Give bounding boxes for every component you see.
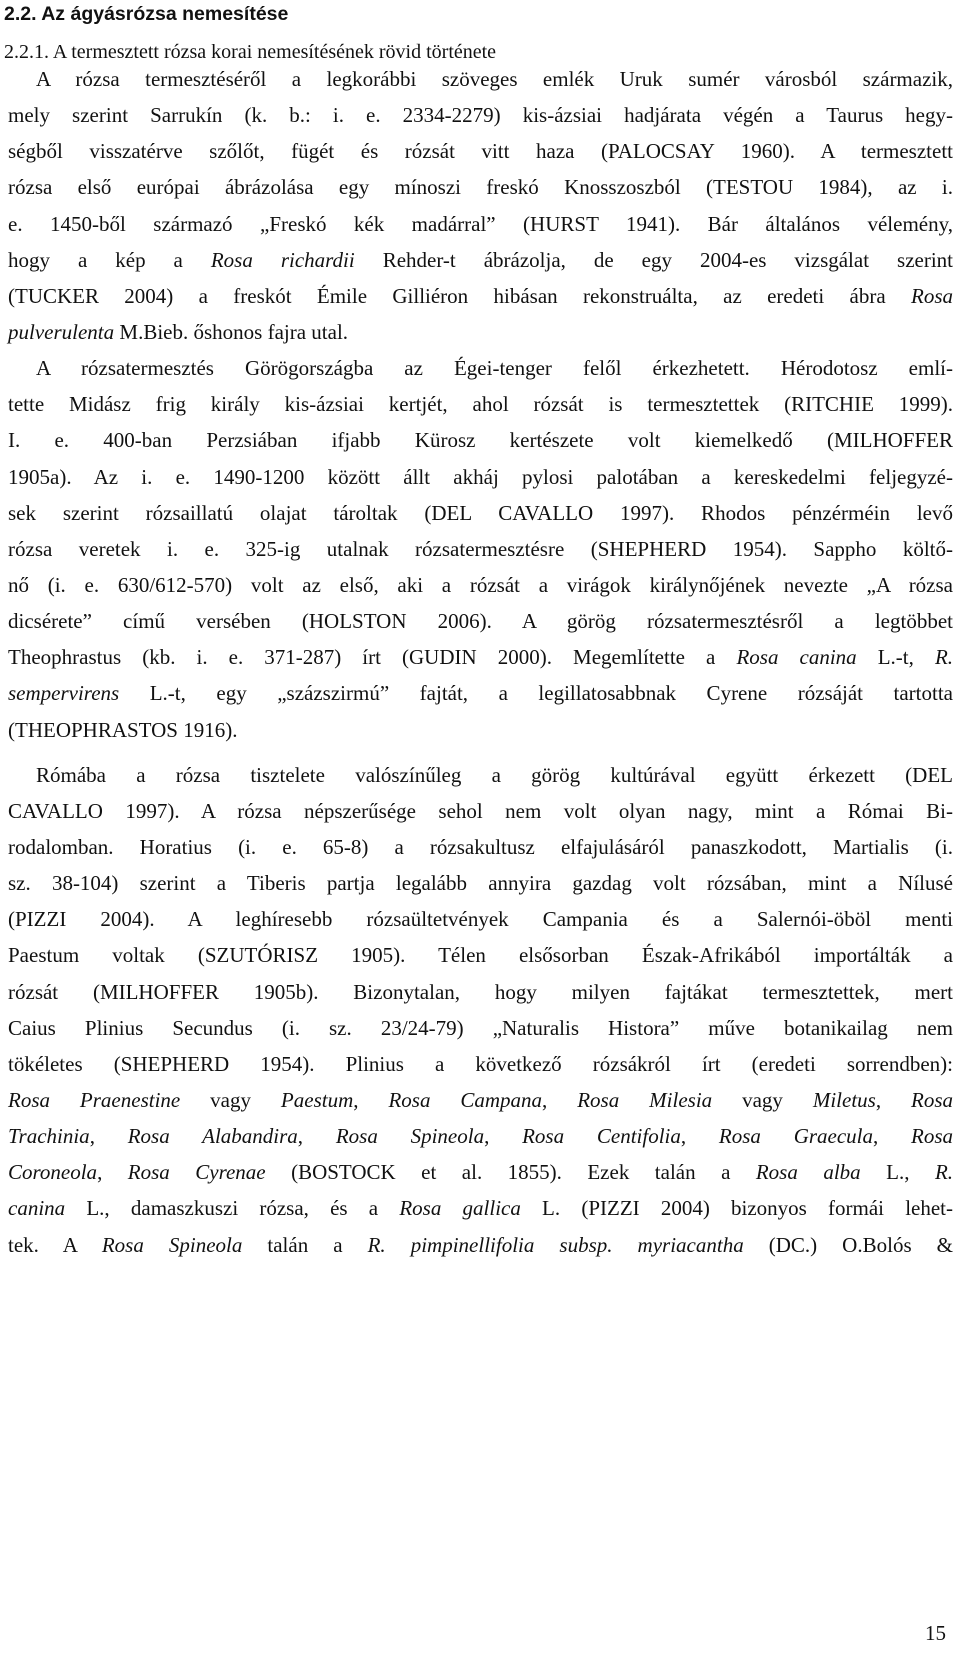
- text-line: CAVALLO 1997). A rózsa népszerűsége sehol nem volt olyan nagy, mint a Római Bi-: [8, 798, 953, 823]
- text-line: tökéletes (SHEPHERD 1954). Plinius a következő rózsákról írt (eredeti sorrendben):: [8, 1051, 953, 1076]
- species-name: Rosa Centifolia: [522, 1124, 681, 1149]
- page-number: 15: [925, 1621, 946, 1645]
- text-line: tette Midász frig király kis-ázsiai kertjét, ahol rózsát is termesztettek (RITCHIE 1999).: [8, 392, 953, 417]
- text-line: A rózsa termesztéséről a legkorábbi szöveges emlék Uruk sumér városból származik,: [36, 67, 953, 91]
- species-name: Rosa: [911, 1124, 954, 1149]
- text-line: (PIZZI 2004). A leghíresebb rózsaültetvények Campania és a Salernói-öböl menti: [8, 907, 953, 932]
- species-name: Rosa canina: [736, 645, 857, 670]
- species-name: canina: [8, 1196, 66, 1221]
- species-name: sempervirens: [8, 681, 120, 706]
- text-line: sempervirens L.-t, egy „százszirmú” fajtát, a legillatosabbnak Cyrene rózsáját tartotta: [8, 681, 953, 706]
- text-line: Caius Plinius Secundus (i. sz. 23/24-79) „Naturalis Histora” műve botanikailag nem: [8, 1015, 953, 1040]
- species-name: Rosa gallica: [399, 1196, 521, 1221]
- species-name: Rosa alba: [755, 1160, 861, 1185]
- species-name: Rosa Spineola: [101, 1232, 243, 1257]
- species-name: Rosa Cyrenae: [127, 1160, 266, 1185]
- species-name: Rosa: [911, 283, 953, 308]
- text-line: rózsa első európai ábrázolása egy mínoszi freskó Knosszoszból (TESTOU 1984), az i.: [8, 175, 953, 200]
- text-line: A rózsatermesztés Görögországba az Égei-tenger felől érkezhetett. Hérodotosz emlí-: [36, 356, 953, 381]
- text-line: nő (i. e. 630/612-570) volt az első, aki a rózsát a virágok királynőjének nevezte „A rózsa: [8, 572, 953, 597]
- body-text: [8, 61, 953, 1263]
- text-line: (TUCKER 2004) a freskót Émile Gilliéron hibásan rekonstruálta, az eredeti ábra Rosa: [8, 283, 953, 308]
- subsection-heading: 2.2.1. A termesztett rózsa korai nemesítésének rövid története: [4, 41, 497, 63]
- text-line: canina L., damaszkuszi rózsa, és a Rosa gallica L. (PIZZI 2004) bizonyos formái lehet-: [8, 1196, 954, 1221]
- species-name: Rosa Milesia: [577, 1087, 713, 1112]
- text-line: dicsérete” című versében (HOLSTON 2006). A görög rózsatermesztésről a legtöbbet: [8, 609, 953, 634]
- text-line: Coroneola, Rosa Cyrenae (BOSTOCK et al. 1855). Ezek talán a Rosa alba L., R.: [8, 1160, 954, 1185]
- species-name: Rosa Spineola: [335, 1124, 485, 1149]
- text-line: Trachinia, Rosa Alabandira, Rosa Spineola, Rosa Centifolia, Rosa Graecula, Rosa: [8, 1124, 954, 1149]
- text-line: 1905a). Az i. e. 1490-1200 között állt akháj pylosi palotában a kereskedelmi feljegyzé-: [8, 464, 953, 489]
- species-name: Rosa Alabandira: [127, 1124, 298, 1149]
- species-name: R. pimpinellifolia subsp. myriacantha: [367, 1232, 744, 1257]
- species-name: Rosa Campana: [388, 1087, 543, 1112]
- text-line: mely szerint Sarrukín (k. b.: i. e. 2334-2279) kis-ázsiai hadjárata végén a Taurus hegy-: [8, 103, 953, 128]
- text-line: rodalomban. Horatius (i. e. 65-8) a rózsakultusz elfajulásáról panaszkodott, Martialis (i.: [8, 834, 953, 859]
- species-name: Coroneola: [8, 1160, 98, 1185]
- text-line: rózsát (MILHOFFER 1905b). Bizonytalan, hogy milyen fajtákat termesztettek, mert: [8, 979, 953, 1004]
- species-name: Rosa Graecula: [718, 1124, 874, 1149]
- text-line: rózsa veretek i. e. 325-ig utalnak rózsatermesztésre (SHEPHERD 1954). Sappho költő-: [8, 536, 953, 561]
- species-name: Paestum: [280, 1087, 354, 1112]
- text-line: tek. A Rosa Spineola talán a R. pimpinellifolia subsp. myriacantha (DC.) O.Bolós &: [8, 1232, 953, 1257]
- text-line: sz. 38-104) szerint a Tiberis partja legalább annyira gazdag volt rózsában, mint a Nílusé: [8, 871, 953, 896]
- text-line: I. e. 400-ban Perzsiában ifjabb Kürosz kertészete volt kiemelkedő (MILHOFFER: [8, 428, 953, 453]
- text-line: pulverulenta M.Bieb. őshonos fajra utal.: [8, 319, 349, 344]
- species-name: pulverulenta: [8, 319, 115, 344]
- species-name: Rosa: [911, 1087, 954, 1112]
- text-line: (THEOPHRASTOS 1916).: [8, 717, 238, 742]
- species-name: R.: [934, 645, 954, 670]
- species-name: Trachinia: [8, 1124, 90, 1149]
- text-line: Rosa Praenestine vagy Paestum, Rosa Campana, Rosa Milesia vagy Miletus, Rosa: [8, 1087, 954, 1112]
- species-name: R.: [934, 1160, 954, 1185]
- text-line: Rómába a rózsa tisztelete valószínűleg a görög kultúrával együtt érkezett (DEL: [36, 762, 953, 787]
- text-line: e. 1450-ből származó „Freskó kék madárral” (HURST 1941). Bár általános vélemény,: [8, 211, 953, 236]
- text-line: ségből visszatérve szőlőt, fügét és rózsát vitt haza (PALOCSAY 1960). A termesztett: [8, 139, 953, 164]
- text-line: Theophrastus (kb. i. e. 371-287) írt (GUDIN 2000). Megemlítette a Rosa canina L.-t, R.: [8, 645, 954, 670]
- text-line: Paestum voltak (SZUTÓRISZ 1905). Télen elsősorban Észak-Afrikából importálták a: [8, 943, 953, 968]
- text-line: sek szerint rózsaillatú olajat tároltak (DEL CAVALLO 1997). Rhodos pénzérméin levő: [8, 500, 953, 525]
- species-name: Rosa richardii: [210, 247, 355, 272]
- species-name: Rosa Praenestine: [8, 1087, 181, 1112]
- section-heading: 2.2. Az ágyásrózsa nemesítése: [4, 3, 289, 25]
- text-line: hogy a kép a Rosa richardii Rehder-t ábrázolja, de egy 2004-es vizsgálat szerint: [8, 247, 953, 272]
- species-name: Miletus: [812, 1087, 876, 1112]
